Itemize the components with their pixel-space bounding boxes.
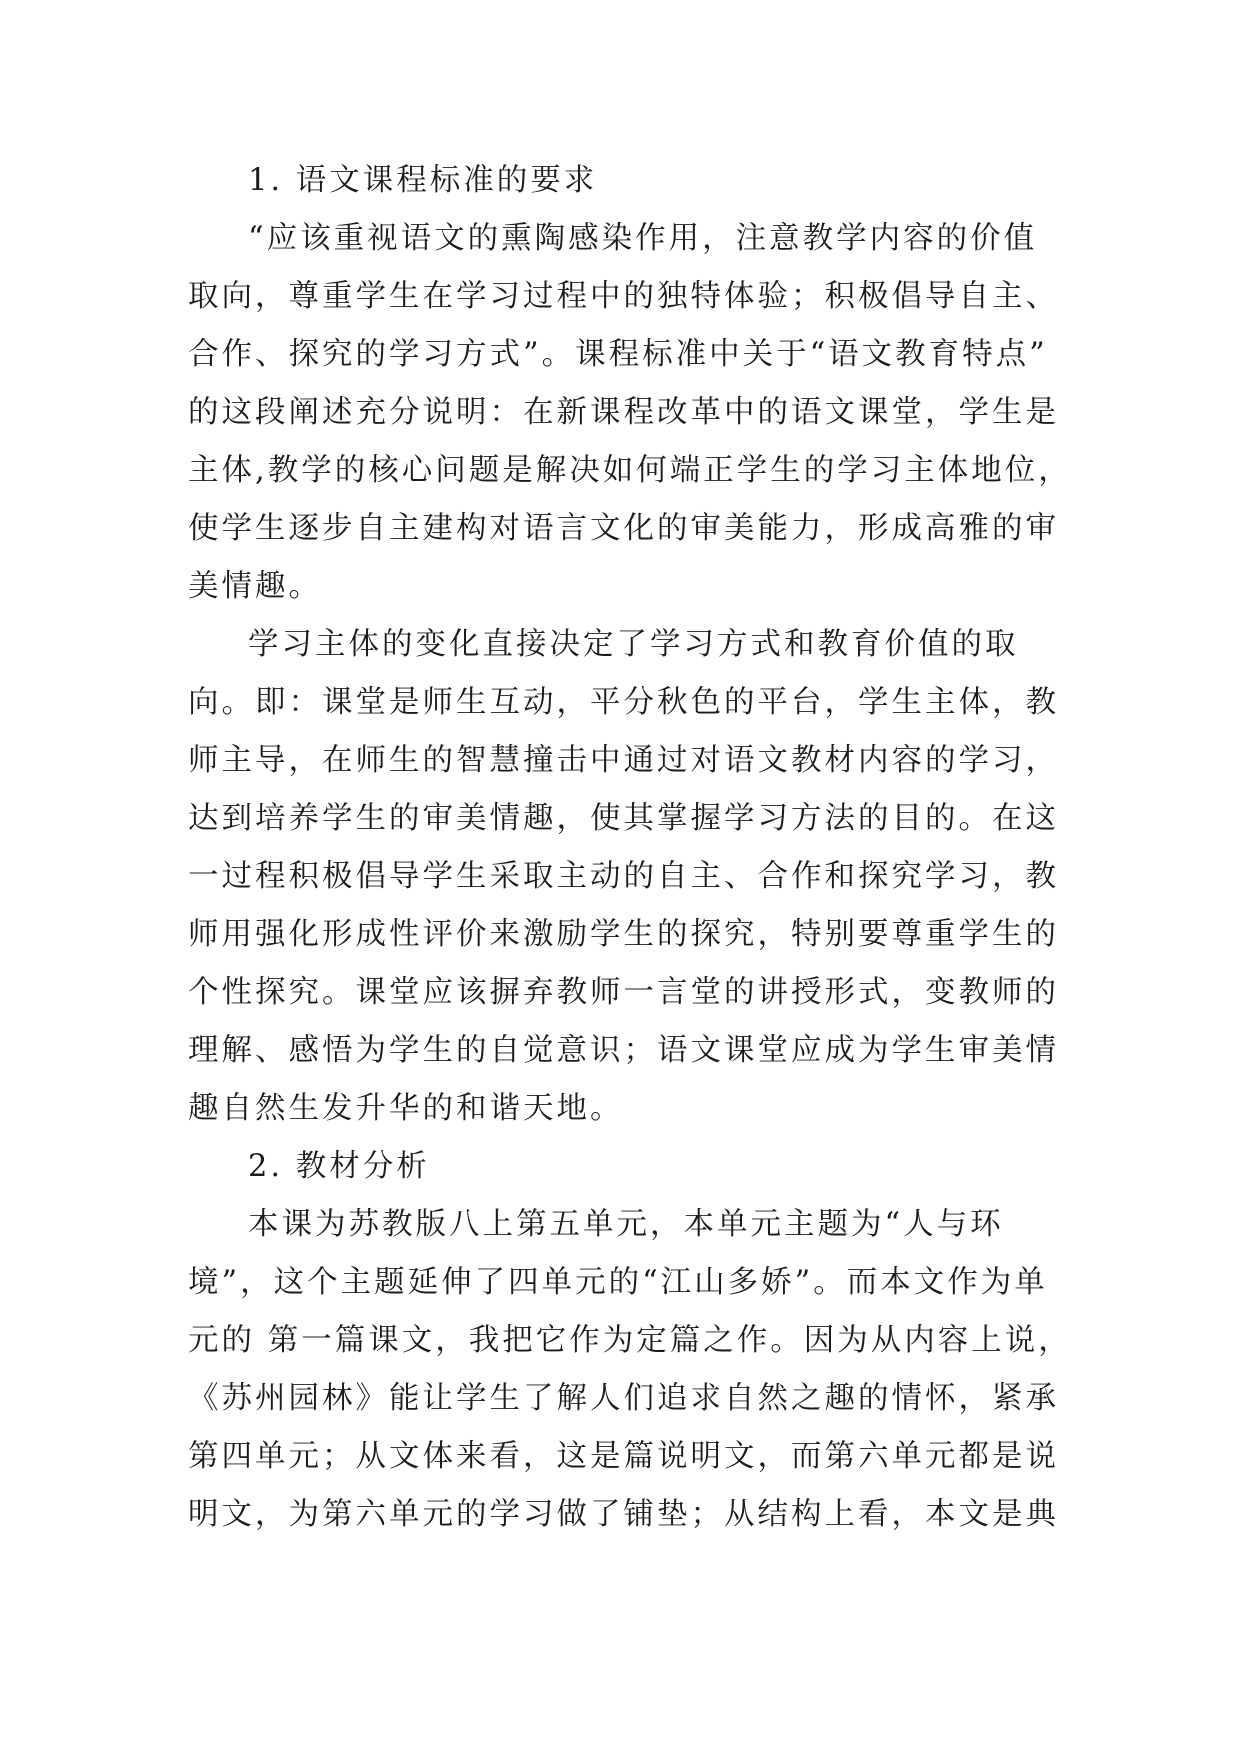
paragraph-line: 的这段阐述充分说明：在新课程改革中的语文课堂，学生是 bbox=[188, 395, 1059, 430]
document-body bbox=[188, 152, 1072, 1544]
paragraph-line: 境”，这个主题延伸了四单元的“江山多娇”。而本文作为单 bbox=[188, 1265, 1048, 1300]
paragraph-line: 取向，尊重学生在学习过程中的独特体验；积极倡导自主、 bbox=[188, 279, 1059, 314]
paragraph-line: 师用强化形成性评价来激励学生的探究，特别要尊重学生的 bbox=[188, 917, 1059, 952]
section-heading: 2. 教材分析 bbox=[248, 1149, 430, 1184]
paragraph-line: 美情趣。 bbox=[188, 569, 322, 604]
paragraph-line: 向。即：课堂是师生互动，平分秋色的平台，学生主体，教 bbox=[188, 685, 1059, 720]
paragraph-line: 《苏州园林》能让学生了解人们追求自然之趣的情怀，紧承 bbox=[188, 1381, 1059, 1416]
paragraph-line: 第四单元；从文体来看，这是篇说明文，而第六单元都是说 bbox=[188, 1439, 1059, 1474]
paragraph-line: 主体,教学的核心问题是解决如何端正学生的学习主体地位， bbox=[188, 453, 1072, 488]
paragraph-line: 学习主体的变化直接决定了学习方式和教育价值的取 bbox=[248, 627, 1019, 662]
paragraph-line: 合作、探究的学习方式”。课程标准中关于“语文教育特点” bbox=[188, 337, 1048, 372]
paragraph-line: 使学生逐步自主建构对语言文化的审美能力，形成高雅的审 bbox=[188, 511, 1059, 546]
paragraph-line: 个性探究。课堂应该摒弃教师一言堂的讲授形式，变教师的 bbox=[188, 975, 1059, 1010]
paragraph-line: 本课为苏教版八上第五单元，本单元主题为“人与环 bbox=[248, 1207, 1004, 1242]
paragraph-line: 趣自然生发升华的和谐天地。 bbox=[188, 1091, 624, 1126]
paragraph-line: 一过程积极倡导学生采取主动的自主、合作和探究学习，教 bbox=[188, 859, 1059, 894]
paragraph-line: 明文，为第六单元的学习做了铺垫；从结构上看，本文是典 bbox=[188, 1497, 1059, 1532]
paragraph-line: 达到培养学生的审美情趣，使其掌握学习方法的目的。在这 bbox=[188, 801, 1059, 836]
paragraph-line: 元的 第一篇课文，我把它作为定篇之作。因为从内容上说， bbox=[188, 1323, 1072, 1358]
paragraph-line: “应该重视语文的熏陶感染作用，注意教学内容的价值 bbox=[248, 221, 1038, 256]
paragraph bbox=[188, 1196, 1072, 1544]
paragraph bbox=[188, 210, 1072, 616]
paragraph-line: 师主导，在师生的智慧撞击中通过对语文教材内容的学习， bbox=[188, 743, 1059, 778]
paragraph bbox=[188, 616, 1059, 1138]
section-heading: 1. 语文课程标准的要求 bbox=[248, 163, 598, 198]
paragraph-line: 理解、感悟为学生的自觉意识；语文课堂应成为学生审美情 bbox=[188, 1033, 1059, 1068]
